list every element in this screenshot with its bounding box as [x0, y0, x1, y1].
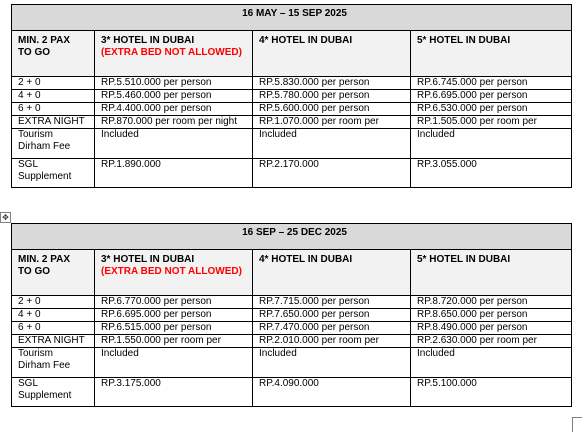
- tourism-fee-label: Tourism Dirham Fee: [12, 129, 95, 159]
- hotel-4star-header: 4* HOTEL IN DUBAI: [253, 250, 411, 296]
- table-row: 6 + 0 RP.6.515.000 per person RP.7.470.000 per person RP.8.490.000 per person: [12, 322, 572, 335]
- table-row: 2 + 0 RP.6.770.000 per person RP.7.715.000 per person RP.8.720.000 per person: [12, 296, 572, 309]
- table-row: Tourism Dirham Fee Included Included Included: [12, 129, 572, 159]
- period-header: 16 MAY – 15 SEP 2025: [12, 5, 572, 31]
- page-corner-marker: [572, 417, 582, 432]
- hotel-3star-header: 3* HOTEL IN DUBAI (EXTRA BED NOT ALLOWED): [95, 31, 253, 77]
- extra-bed-note: (EXTRA BED NOT ALLOWED): [101, 266, 242, 277]
- table-row: 4 + 0 RP.5.460.000 per person RP.5.780.000 per person RP.6.695.000 per person: [12, 90, 572, 103]
- table-row: SGL Supplement RP.3.175.000 RP.4.090.000 RP.5.100.000: [12, 378, 572, 407]
- tourism-fee-label: Tourism Dirham Fee: [12, 348, 95, 378]
- table-row: Tourism Dirham Fee Included Included Included: [12, 348, 572, 378]
- hotel-5star-header: 5* HOTEL IN DUBAI: [411, 31, 572, 77]
- min-pax-header: MIN. 2 PAX TO GO: [12, 31, 95, 77]
- period-header: 16 SEP – 25 DEC 2025: [12, 224, 572, 250]
- table-move-handle-icon[interactable]: ✥: [0, 212, 11, 223]
- extra-bed-note: (EXTRA BED NOT ALLOWED): [101, 47, 242, 58]
- hotel-3star-header: 3* HOTEL IN DUBAI (EXTRA BED NOT ALLOWED): [95, 250, 253, 296]
- table-row: SGL Supplement RP.1.890.000 RP.2.170.000 RP.3.055.000: [12, 159, 572, 188]
- sgl-supplement-label: SGL Supplement: [12, 159, 95, 188]
- table-row: EXTRA NIGHT RP.870.000 per room per night RP.1.070.000 per room per RP.1.505.000 per room per: [12, 116, 572, 129]
- hotel-5star-header: 5* HOTEL IN DUBAI: [411, 250, 572, 296]
- table-row: 4 + 0 RP.6.695.000 per person RP.7.650.000 per person RP.8.650.000 per person: [12, 309, 572, 322]
- min-pax-header: MIN. 2 PAX TO GO: [12, 250, 95, 296]
- sgl-supplement-label: SGL Supplement: [12, 378, 95, 407]
- table-row: EXTRA NIGHT RP.1.550.000 per room per RP.2.010.000 per room per RP.2.630.000 per room per: [12, 335, 572, 348]
- rate-table-1: [11, 4, 572, 188]
- hotel-4star-header: 4* HOTEL IN DUBAI: [253, 31, 411, 77]
- rate-table-2: [11, 223, 572, 407]
- table-row: 6 + 0 RP.4.400.000 per person RP.5.600.000 per person RP.6.530.000 per person: [12, 103, 572, 116]
- table-row: 2 + 0 RP.5.510.000 per person RP.5.830.000 per person RP.6.745.000 per person: [12, 77, 572, 90]
